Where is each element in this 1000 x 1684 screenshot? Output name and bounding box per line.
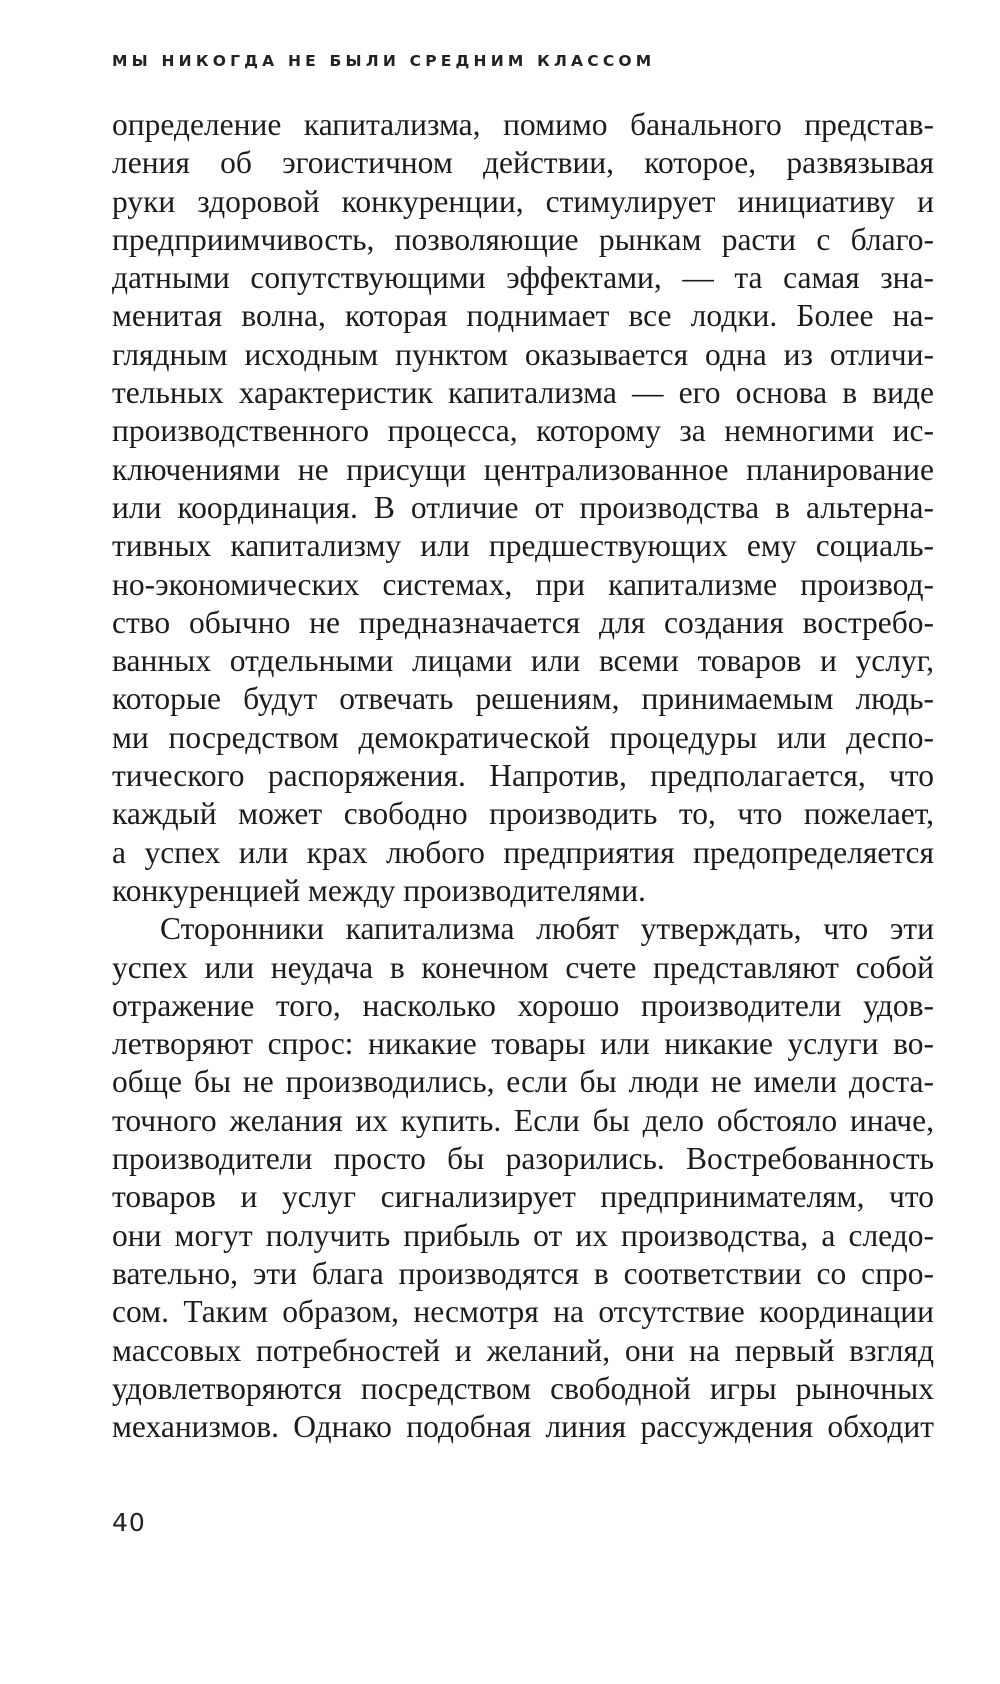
text-line: ми посредством демократической процедуры или деспо- — [112, 719, 934, 755]
text-line: Сторонники капитализма любят утверждать, что эти — [160, 911, 934, 947]
text-line: конкуренцией между производителями. — [112, 872, 646, 908]
text-line: каждый может свободно производить то, что пожелает, — [112, 796, 934, 832]
text-line: товаров и услуг сигнализирует предпринимателям, что — [112, 1179, 934, 1215]
text-line: глядным исходным пунктом оказывается одна из отличи- — [112, 336, 934, 372]
page-number: 40 — [112, 1508, 146, 1537]
paragraph-1 — [112, 106, 934, 910]
text-line: ления об эгоистичном действии, которое, развязывая — [112, 145, 934, 181]
text-line: успех или неудача в конечном счете представляют собой — [112, 949, 934, 985]
text-line: обще бы не производились, если бы люди не имели доста- — [112, 1064, 934, 1100]
text-line: точного желания их купить. Если бы дело обстояло иначе, — [112, 1102, 934, 1138]
text-line: сом. Таким образом, несмотря на отсутствие координации — [112, 1294, 934, 1330]
text-line: а успех или крах любого предприятия предопределяется — [112, 834, 934, 870]
text-line: отражение того, насколько хорошо производители удов- — [112, 987, 934, 1023]
text-line: удовлетворяются посредством свободной игры рыночных — [112, 1370, 934, 1406]
text-line: вательно, эти блага производятся в соответствии со спро- — [112, 1255, 934, 1291]
text-line: предприимчивость, позволяющие рынкам расти с благо- — [112, 221, 934, 257]
text-line: руки здоровой конкуренции, стимулирует инициативу и — [112, 183, 934, 219]
text-line: или координация. В отличие от производства в альтерна- — [112, 489, 934, 525]
text-line: тического распоряжения. Напротив, предполагается, что — [112, 758, 934, 794]
text-line: механизмов. Однако подобная линия рассуждения обходит — [112, 1409, 934, 1445]
text-line: тельных характеристик капитализма — его основа в виде — [112, 375, 934, 411]
text-line: но-экономических системах, при капитализме производ- — [112, 566, 934, 602]
text-line: производители просто бы разорились. Востребованность — [112, 1141, 934, 1177]
text-line: ключениями не присущи централизованное планирование — [112, 451, 934, 487]
text-line: датными сопутствующими эффектами, — та самая зна- — [112, 260, 934, 296]
text-line: производственного процесса, которому за немногими ис- — [112, 413, 934, 449]
text-line: которые будут отвечать решениям, принимаемым людь- — [112, 681, 934, 717]
text-line: летворяют спрос: никакие товары или никакие услуги во- — [112, 1026, 934, 1062]
text-line: ванных отдельными лицами или всеми товаров и услуг, — [112, 643, 934, 679]
text-line: они могут получить прибыль от их производства, а следо- — [112, 1217, 934, 1253]
running-head: МЫ НИКОГДА НЕ БЫЛИ СРЕДНИМ КЛАССОМ — [112, 52, 656, 70]
body-text — [112, 106, 934, 1446]
text-line: менитая волна, которая поднимает все лодки. Более на- — [112, 298, 934, 334]
paragraph-2 — [112, 910, 934, 1446]
text-line: определение капитализма, помимо банального представ- — [112, 107, 934, 142]
text-line: массовых потребностей и желаний, они на первый взгляд — [112, 1332, 934, 1368]
text-line: тивных капитализму или предшествующих ему социаль- — [112, 528, 934, 564]
text-line: ство обычно не предназначается для создания востребо- — [112, 604, 934, 640]
